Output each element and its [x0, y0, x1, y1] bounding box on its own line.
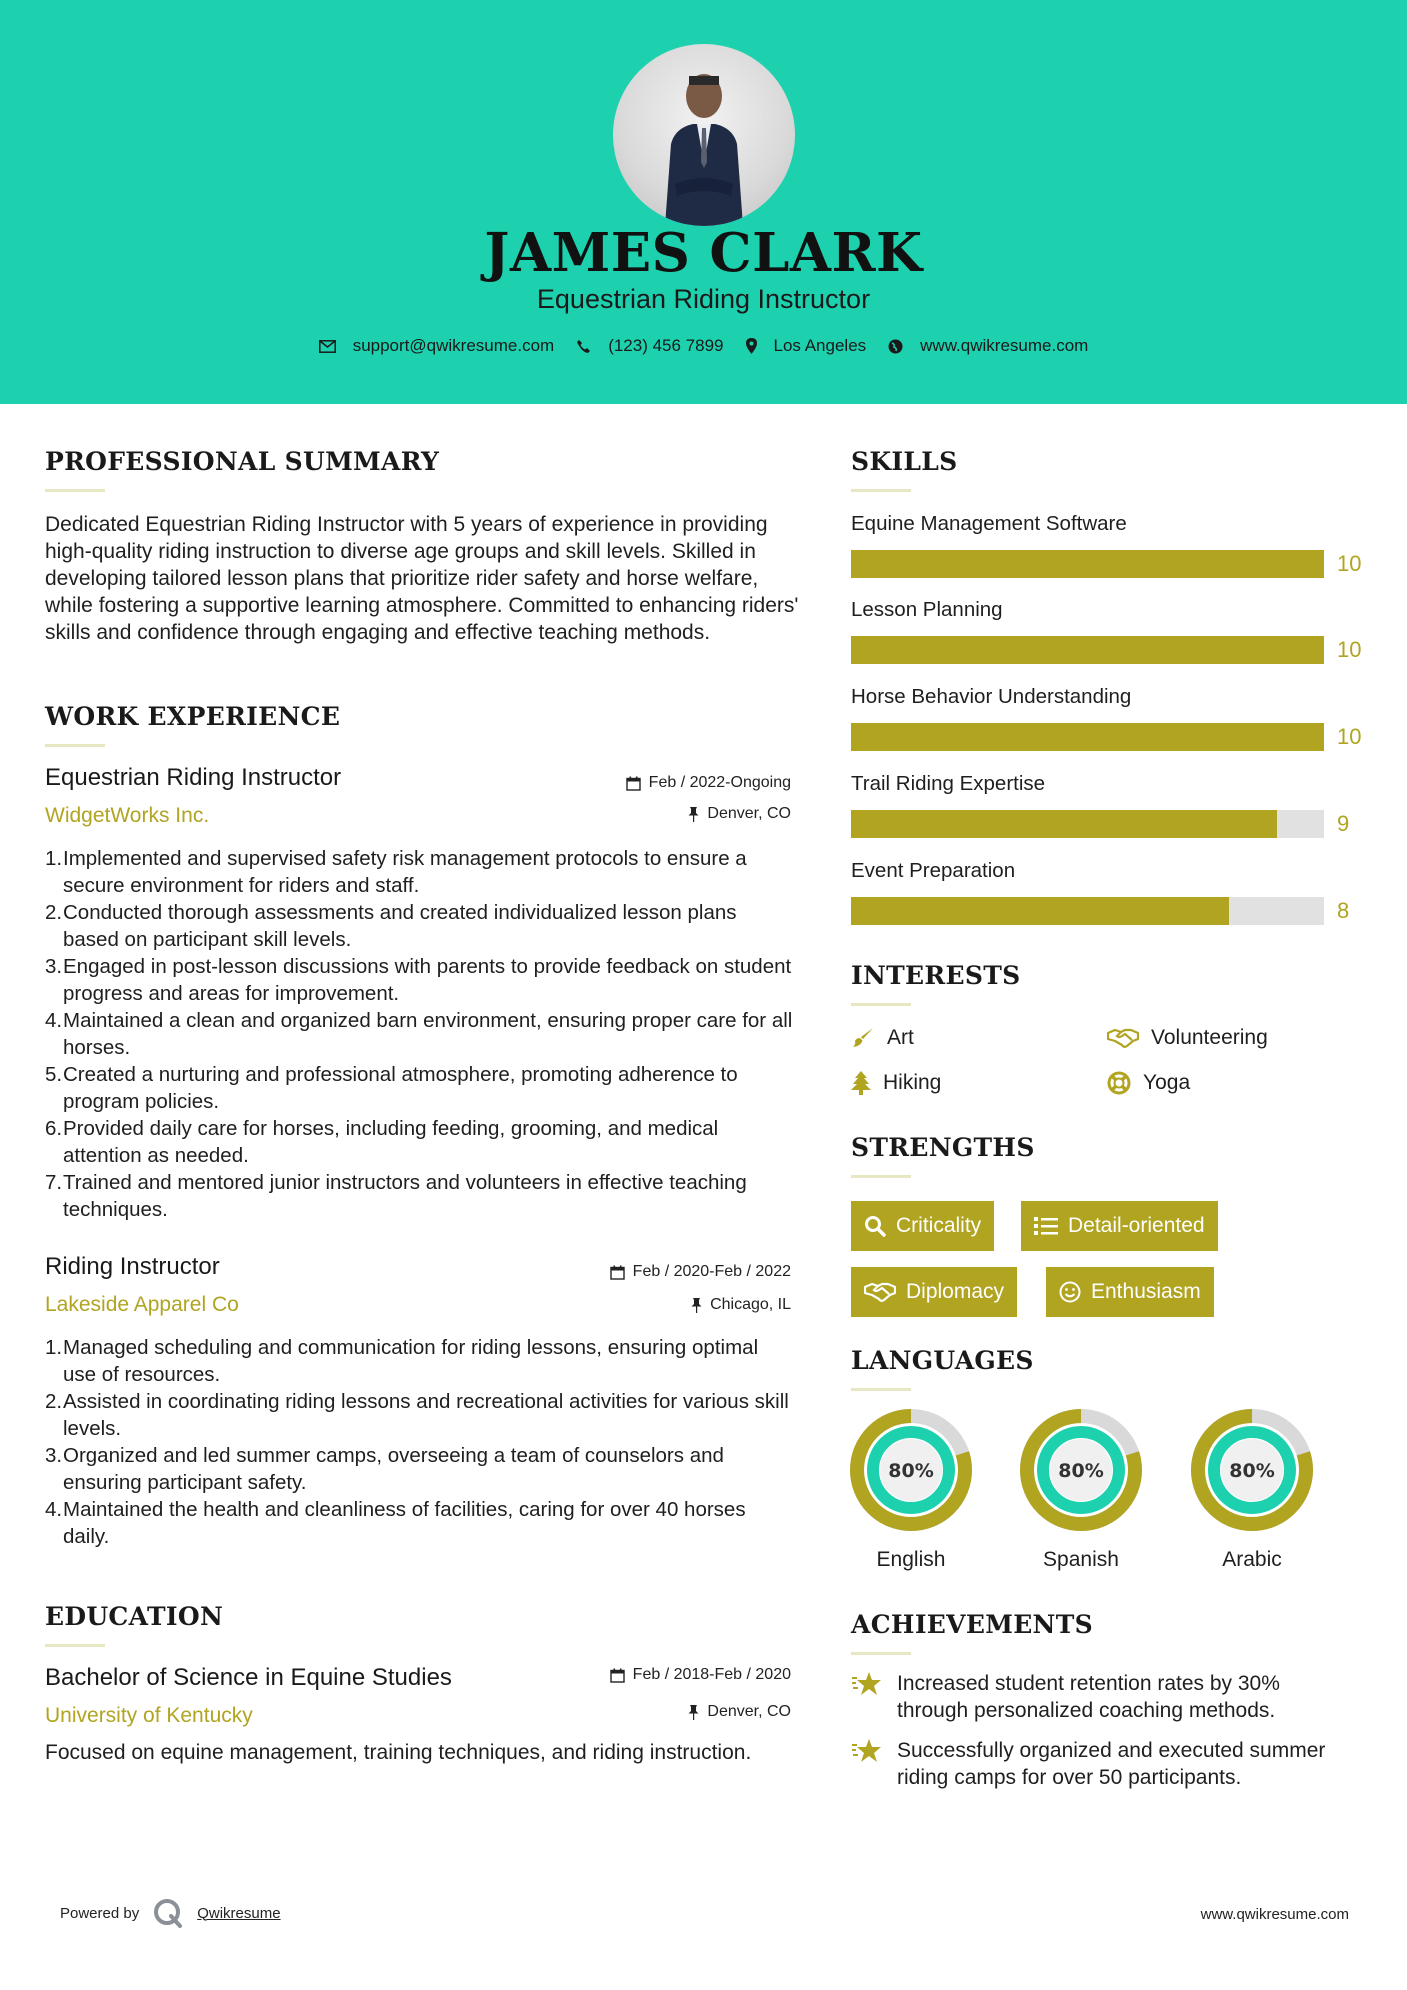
- summary-heading: PROFESSIONAL SUMMARY: [45, 447, 440, 476]
- footer-powered-by: [60, 1898, 281, 1928]
- skill-label: Lesson Planning: [851, 598, 1003, 621]
- interest-item: [851, 1026, 914, 1050]
- work-underline: [45, 744, 105, 747]
- calendar-icon: [610, 1265, 625, 1280]
- envelope-icon: [319, 340, 336, 353]
- skill-label: Equine Management Software: [851, 512, 1127, 535]
- footer-website[interactable]: www.qwikresume.com: [1200, 1906, 1349, 1923]
- interests-heading: INTERESTS: [851, 961, 1021, 990]
- education-heading: EDUCATION: [45, 1602, 224, 1631]
- interest-item: [1107, 1071, 1190, 1095]
- strength-tag: [851, 1267, 1017, 1317]
- paintbrush-icon: [851, 1026, 875, 1050]
- job-location-text: Denver, CO: [707, 805, 791, 822]
- interest-label: Hiking: [883, 1071, 942, 1094]
- summary-underline: [45, 489, 105, 492]
- pushpin-icon: [688, 1705, 699, 1720]
- language-percent: 80%: [1229, 1460, 1275, 1482]
- contact-email[interactable]: [319, 336, 555, 356]
- achievement-text: Successfully organized and executed summer riding camps for over 50 participants.: [897, 1739, 1326, 1789]
- school-name: University of Kentucky: [45, 1704, 253, 1727]
- strength-tag: [1046, 1267, 1214, 1317]
- pushpin-icon: [691, 1298, 702, 1313]
- skill-bar: [851, 636, 1324, 664]
- job-duties-list: [45, 845, 795, 1223]
- job-company: WidgetWorks Inc.: [45, 804, 210, 827]
- skill-bar: [851, 723, 1324, 751]
- calendar-icon: [626, 776, 641, 791]
- handshake-icon: [864, 1281, 896, 1303]
- education-dates: [610, 1666, 791, 1684]
- job-dates: [626, 774, 791, 792]
- skill-value: 10: [1337, 551, 1362, 576]
- job-title: Equestrian Riding Instructor: [45, 764, 342, 791]
- skill-value: 10: [1337, 724, 1362, 749]
- work-heading: WORK EXPERIENCE: [45, 702, 341, 731]
- phone-text: (123) 456 7899: [608, 336, 724, 355]
- strength-label: Diplomacy: [906, 1280, 1005, 1303]
- language-item: [1020, 1409, 1142, 1572]
- strength-label: Detail-oriented: [1068, 1214, 1205, 1237]
- candidate-title: Equestrian Riding Instructor: [536, 284, 871, 314]
- language-name: Spanish: [1043, 1548, 1119, 1571]
- list-item: 3.Organized and led summer camps, overseeing a team of counselors and ensuring participant safety.: [45, 1444, 724, 1494]
- location-text: Los Angeles: [773, 336, 867, 355]
- skill-bar-fill: [851, 550, 1324, 578]
- job-location: [688, 805, 791, 823]
- language-ring: [1020, 1409, 1142, 1531]
- degree-title: Bachelor of Science in Equine Studies: [45, 1664, 452, 1691]
- achievements-underline: [851, 1652, 911, 1655]
- language-item: [850, 1409, 972, 1572]
- list-item: 3.Engaged in post-lesson discussions with parents to provide feedback on student progress and areas for improvement.: [45, 955, 792, 1005]
- list-item: 4.Maintained a clean and organized barn environment, ensuring proper care for all horses.: [45, 1009, 793, 1059]
- phone-icon: [576, 339, 591, 354]
- strength-tag: [851, 1201, 994, 1251]
- tree-icon: [851, 1071, 871, 1095]
- strength-tag: [1021, 1201, 1218, 1251]
- job-company: Lakeside Apparel Co: [45, 1293, 239, 1316]
- achievement-item: [851, 1737, 1341, 1791]
- email-text: support@qwikresume.com: [352, 336, 555, 355]
- contact-phone[interactable]: [576, 336, 723, 356]
- pushpin-icon: [688, 807, 699, 822]
- summary-text: Dedicated Equestrian Riding Instructor with 5 years of experience in providing high-quality riding instruction to diverse age groups and skill levels. Skilled in developing tailored lesson plans that prioritize rider safety and horse welfare, while fostering a supportive learning atmosphere. Committed to enhancing riders' skills and confidence through engaging and effective teaching methods.: [45, 513, 799, 644]
- list-item: 2.Assisted in coordinating riding lessons and recreational activities for various skill levels.: [45, 1390, 789, 1440]
- skills-heading: SKILLS: [851, 447, 958, 476]
- skill-bar: [851, 897, 1324, 925]
- brand-link[interactable]: Qwikresume: [197, 1904, 281, 1922]
- languages-underline: [851, 1388, 911, 1391]
- language-ring: [1191, 1409, 1313, 1531]
- list-item: 1.Implemented and supervised safety risk management protocols to ensure a secure environment for riders and staff.: [45, 847, 747, 897]
- education-location: [688, 1703, 791, 1721]
- list-icon: [1034, 1216, 1058, 1236]
- smile-icon: [1059, 1281, 1081, 1303]
- candidate-name: JAMES CLARK: [484, 222, 923, 284]
- skill-bar-fill: [851, 810, 1277, 838]
- language-percent: 80%: [1058, 1460, 1104, 1482]
- language-item: [1191, 1409, 1313, 1572]
- job-dates-text: Feb / 2020-Feb / 2022: [632, 1263, 791, 1280]
- map-pin-icon: [746, 338, 757, 354]
- job-location-text: Chicago, IL: [710, 1296, 791, 1313]
- list-item: 2.Conducted thorough assessments and created individualized lesson plans based on participant skill levels.: [45, 901, 737, 951]
- language-ring: [850, 1409, 972, 1531]
- interest-label: Yoga: [1143, 1071, 1191, 1094]
- education-location-text: Denver, CO: [707, 1703, 791, 1720]
- interest-item: [1107, 1026, 1268, 1050]
- globe-icon: [888, 339, 903, 354]
- job-location: [691, 1296, 791, 1314]
- interest-label: Volunteering: [1151, 1026, 1268, 1049]
- header-banner: [0, 0, 1407, 404]
- skill-value: 8: [1337, 898, 1350, 923]
- interest-label: Art: [887, 1026, 914, 1049]
- contact-bar: [0, 336, 1407, 356]
- profile-photo: [613, 44, 795, 226]
- skill-label: Horse Behavior Understanding: [851, 685, 1132, 708]
- job-duties-list: [45, 1334, 795, 1550]
- skill-bar: [851, 550, 1324, 578]
- contact-website[interactable]: [888, 336, 1088, 356]
- education-dates-text: Feb / 2018-Feb / 2020: [632, 1666, 791, 1683]
- skill-bar-fill: [851, 723, 1324, 751]
- skill-value: 10: [1337, 637, 1362, 662]
- skill-label: Event Preparation: [851, 859, 1016, 882]
- powered-by-text: Powered by: [60, 1904, 140, 1922]
- achievement-item: [851, 1670, 1341, 1724]
- achievements-heading: ACHIEVEMENTS: [851, 1610, 1093, 1639]
- strengths-heading: STRENGTHS: [851, 1133, 1035, 1162]
- contact-location: [746, 336, 867, 356]
- skill-bar: [851, 810, 1324, 838]
- skill-label: Trail Riding Expertise: [851, 772, 1046, 795]
- list-item: 7.Trained and mentored junior instructors and volunteers in effective teaching techniques.: [45, 1171, 747, 1221]
- job-title: Riding Instructor: [45, 1253, 220, 1280]
- skill-bar-fill: [851, 897, 1229, 925]
- interest-item: [851, 1071, 941, 1095]
- calendar-icon: [610, 1668, 625, 1683]
- job-dates: [610, 1263, 791, 1281]
- lifering-icon: [1107, 1071, 1131, 1095]
- star-icon: [851, 1670, 883, 1698]
- list-item: 5.Created a nurturing and professional atmosphere, promoting adherence to program policies.: [45, 1063, 738, 1113]
- list-item: 4.Maintained the health and cleanliness of facilities, caring for over 40 horses daily.: [45, 1498, 746, 1548]
- education-description: Focused on equine management, training techniques, and riding instruction.: [45, 1741, 752, 1764]
- strength-label: Enthusiasm: [1091, 1280, 1201, 1303]
- strengths-underline: [851, 1175, 911, 1178]
- website-text: www.qwikresume.com: [920, 336, 1089, 355]
- skills-underline: [851, 489, 911, 492]
- qwikresume-logo-icon: [153, 1898, 183, 1928]
- search-icon: [864, 1215, 886, 1237]
- language-percent: 80%: [888, 1460, 934, 1482]
- language-name: Arabic: [1222, 1548, 1282, 1571]
- languages-heading: LANGUAGES: [851, 1346, 1034, 1375]
- job-dates-text: Feb / 2022-Ongoing: [648, 774, 791, 791]
- star-icon: [851, 1737, 883, 1765]
- education-underline: [45, 1644, 105, 1647]
- language-name: English: [876, 1548, 946, 1571]
- interests-underline: [851, 1003, 911, 1006]
- list-item: 6.Provided daily care for horses, including feeding, grooming, and medical attention as needed.: [45, 1117, 719, 1167]
- list-item: 1.Managed scheduling and communication for riding lessons, ensuring optimal use of resources.: [45, 1336, 759, 1386]
- achievement-text: Increased student retention rates by 30% through personalized coaching methods.: [897, 1672, 1280, 1722]
- skill-bar-fill: [851, 636, 1324, 664]
- skill-value: 9: [1337, 811, 1350, 836]
- handshake-icon: [1107, 1027, 1139, 1049]
- strength-label: Criticality: [896, 1214, 982, 1237]
